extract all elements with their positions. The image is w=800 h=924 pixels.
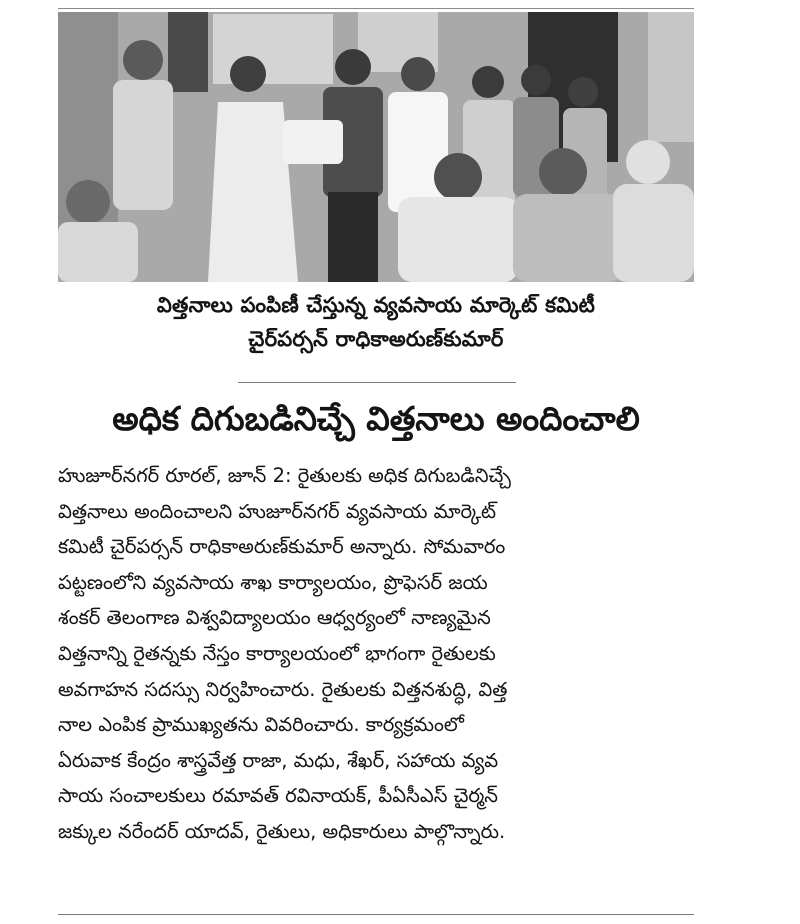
photo-caption	[58, 288, 694, 356]
body-line: అవగాహన సదస్సు నిర్వహించారు. రైతులకు విత్తనశుద్ధి, విత్త	[58, 677, 508, 701]
article-body	[58, 458, 694, 850]
body-line: శంకర్ తెలంగాణ విశ్వవిద్యాలయం ఆధ్వర్యంలో నాణ్యమైన	[58, 606, 491, 630]
body-line: విత్తనాన్ని రైతన్నకు నేస్తం కార్యాలయంలో భాగంగా రైతులకు	[58, 641, 496, 665]
body-line: సాయ సంచాలకులు రమావత్ రవినాయక్, పీఏసీఎస్ చైర్మన్	[58, 784, 498, 808]
body-line: పట్టణంలోని వ్యవసాయ శాఖ కార్యాలయం, ప్రొఫెసర్ జయ	[58, 570, 488, 594]
body-line: విత్తనాలు అందించాలని హుజూర్‌నగర్ వ్యవసాయ మార్కెట్	[58, 499, 497, 523]
top-rule	[58, 8, 694, 9]
news-photo	[58, 12, 694, 282]
caption-line: విత్తనాలు పంపిణీ చేస్తున్న వ్యవసాయ మార్కెట్ కమిటీ	[156, 293, 596, 317]
body-line: ఏరువాక కేంద్రం శాస్త్రవేత్త రాజా, మధు, శేఖర్, సహాయ వ్యవ	[58, 748, 499, 772]
body-line: నాల ఎంపిక ప్రాముఖ్యతను వివరించారు. కార్యక్రమంలో	[58, 713, 464, 737]
bottom-rule	[58, 914, 694, 915]
body-line: కమిటీ చైర్‌పర్సన్ రాధికాఅరుణ్‌కుమార్ అన్నారు. సోమవారం	[58, 535, 506, 559]
body-line: హుజూర్‌నగర్ రూరల్, జూన్ 2: రైతులకు అధిక దిగుబడినిచ్చే	[58, 464, 511, 487]
caption-divider	[238, 382, 516, 383]
caption-line: చైర్‌పర్సన్ రాధికాఅరుణ్‌కుమార్	[248, 327, 504, 351]
headline: అధిక దిగుబడినిచ్చే విత్తనాలు అందించాలి	[112, 399, 640, 438]
body-line: జక్కుల నరేందర్ యాదవ్, రైతులు, అధికారులు పాల్గొన్నారు.	[58, 819, 506, 843]
